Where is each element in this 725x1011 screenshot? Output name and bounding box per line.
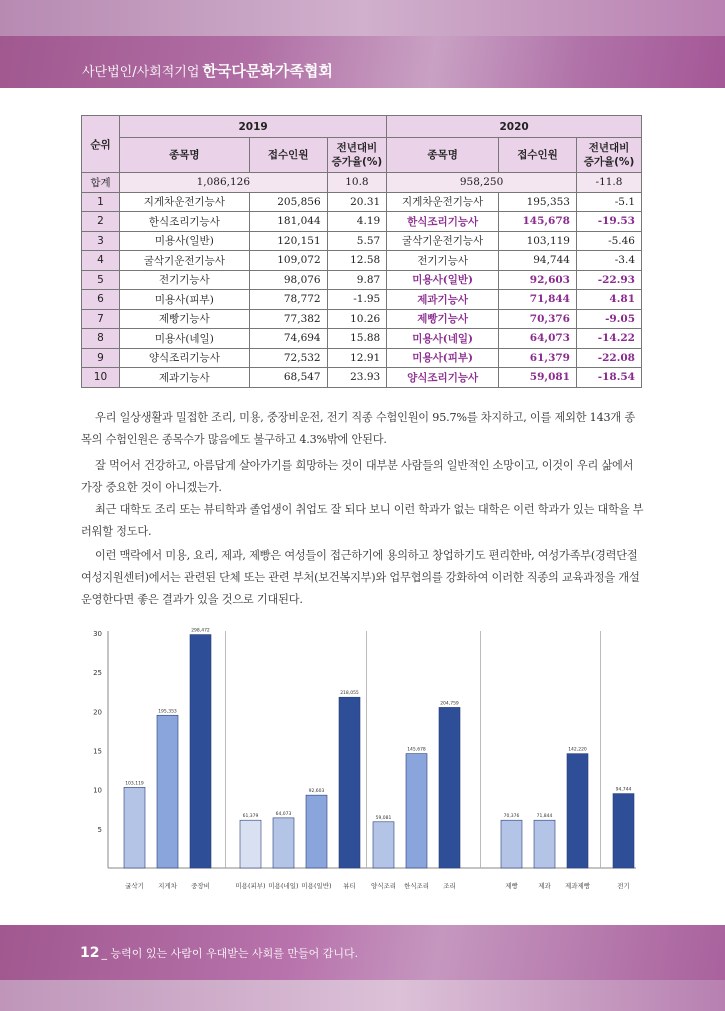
table-row: [82, 290, 642, 310]
rank-cell: 10: [82, 368, 120, 388]
table-row: [82, 212, 642, 232]
change-2020-cell: -19.53: [576, 212, 641, 232]
rank-cell: 7: [82, 309, 120, 329]
table-row: [82, 309, 642, 329]
count-2019-cell: 109,072: [249, 251, 327, 271]
bar: [501, 820, 522, 868]
table-row: [82, 192, 642, 212]
bar: [406, 754, 427, 868]
count-2020-cell: 61,379: [499, 348, 577, 368]
table-row: [82, 348, 642, 368]
change-2019-cell: 20.31: [327, 192, 387, 212]
year-2019-header: 2019: [119, 116, 386, 138]
x-tick-label: 굴삭기: [125, 882, 144, 890]
x-tick-label: 미용(일반): [301, 882, 332, 890]
total-change-2020: -11.8: [576, 173, 641, 193]
bar: [157, 715, 178, 868]
certification-ranking-table: [81, 115, 642, 388]
col-change-2020: 전년대비 증가율(%): [576, 138, 641, 173]
x-tick-label: 지게차: [158, 882, 177, 890]
header-org-prefix: 사단법인/사회적기업: [82, 65, 200, 80]
name-2020-cell: 제과기능사: [387, 290, 499, 310]
bar: [273, 818, 294, 868]
name-2020-cell: 제빵기능사: [387, 309, 499, 329]
rank-cell: 3: [82, 231, 120, 251]
name-2019-cell: 제빵기능사: [119, 309, 249, 329]
rank-cell: 1: [82, 192, 120, 212]
col-name-2020: 종목명: [387, 138, 499, 173]
change-2020-cell: -3.4: [576, 251, 641, 271]
y-tick-label: 25: [93, 669, 102, 678]
x-tick-label: 뷰티: [343, 882, 356, 890]
y-tick-label: 5: [97, 825, 102, 834]
y-tick-label: 10: [93, 786, 102, 795]
x-tick-label: 중장비: [191, 882, 210, 890]
header-title: [82, 60, 333, 81]
change-2019-cell: 12.58: [327, 251, 387, 271]
change-2019-cell: 9.87: [327, 270, 387, 290]
name-2020-cell: 양식조리기능사: [387, 368, 499, 388]
footer-line: [80, 945, 358, 961]
table-row: [82, 270, 642, 290]
name-2020-cell: 한식조리기능사: [387, 212, 499, 232]
bar-value-label: 70,376: [503, 814, 520, 820]
bar-value-label: 94,744: [615, 787, 632, 793]
change-2020-cell: -22.08: [576, 348, 641, 368]
total-count-2019: 1,086,126: [119, 173, 327, 193]
bar: [567, 754, 588, 868]
change-2019-cell: 12.91: [327, 348, 387, 368]
total-count-2020: 958,250: [387, 173, 577, 193]
rank-header: 순위: [82, 116, 120, 173]
bar-value-label: 142,220: [568, 747, 587, 753]
change-2019-cell: -1.95: [327, 290, 387, 310]
bar-value-label: 64,073: [275, 811, 292, 817]
name-2019-cell: 굴삭기운전기능사: [119, 251, 249, 271]
name-2019-cell: 미용사(네일): [119, 329, 249, 349]
paragraph-4: 이런 맥락에서 미용, 요리, 제과, 제빵은 여성들이 접근하기에 용의하고 창업하기도 편리한바, 여성가족부(경력단절여성지원센터)에서는 관련된 단체 또는 관련 부처(보건복지부)와 업무협의를 강화하여 이러한 직종의 교육과정을 개설 운영한다면 좋은 결과가 있을 것으로 기대된다.: [81, 549, 640, 606]
count-2020-cell: 64,073: [499, 329, 577, 349]
change-2020-cell: -9.05: [576, 309, 641, 329]
bar: [240, 820, 261, 868]
count-2019-cell: 72,532: [249, 348, 327, 368]
bar-value-label: 59,081: [375, 815, 392, 821]
table-row: [82, 368, 642, 388]
name-2020-cell: 지게차운전기능사: [387, 192, 499, 212]
table-row: [82, 329, 642, 349]
name-2019-cell: 미용사(피부): [119, 290, 249, 310]
rank-cell: 9: [82, 348, 120, 368]
table-row: [82, 231, 642, 251]
count-2019-cell: 68,547: [249, 368, 327, 388]
plot-area: [93, 628, 636, 890]
bar-value-label: 92,603: [308, 789, 325, 795]
x-tick-label: 제빵: [505, 882, 518, 890]
x-tick-label: 제과: [538, 882, 551, 890]
count-2019-cell: 78,772: [249, 290, 327, 310]
count-2019-cell: 77,382: [249, 309, 327, 329]
count-2020-cell: 70,376: [499, 309, 577, 329]
name-2019-cell: 한식조리기능사: [119, 212, 249, 232]
y-tick-label: 30: [93, 630, 102, 638]
bar: [613, 794, 634, 868]
count-2019-cell: 181,044: [249, 212, 327, 232]
x-tick-label: 양식조리: [370, 882, 397, 890]
count-2019-cell: 74,694: [249, 329, 327, 349]
change-2020-cell: 4.81: [576, 290, 641, 310]
table-row: [82, 251, 642, 271]
rank-cell: 5: [82, 270, 120, 290]
bar-value-label: 61,379: [242, 814, 259, 820]
count-2020-cell: 145,678: [499, 212, 577, 232]
bar-value-label: 71,844: [536, 814, 553, 820]
x-tick-label: 조리: [443, 882, 456, 890]
x-tick-label: 제과제빵: [564, 882, 591, 890]
paragraph-3: 최근 대학도 조리 또는 뷰티학과 졸업생이 취업도 잘 되다 보니 이런 학과가 없는 대학은 이런 학과가 있는 대학을 부러워할 정도다.: [81, 503, 644, 538]
bar: [190, 635, 211, 868]
count-2019-cell: 205,856: [249, 192, 327, 212]
name-2019-cell: 미용사(일반): [119, 231, 249, 251]
total-change-2019: 10.8: [327, 173, 387, 193]
bar-value-label: 204,759: [440, 701, 459, 707]
count-2020-cell: 94,744: [499, 251, 577, 271]
year-2020-header: 2020: [387, 116, 642, 138]
change-2020-cell: -22.93: [576, 270, 641, 290]
name-2020-cell: 전기기능사: [387, 251, 499, 271]
x-tick-label: 미용(네일): [268, 882, 299, 890]
rank-cell: 6: [82, 290, 120, 310]
name-2019-cell: 제과기능사: [119, 368, 249, 388]
change-2020-cell: -18.54: [576, 368, 641, 388]
page-number: 12: [80, 945, 100, 961]
change-2020-cell: -5.46: [576, 231, 641, 251]
name-2020-cell: 미용사(피부): [387, 348, 499, 368]
bar-value-label: 145,678: [407, 747, 426, 753]
col-change-2019: 전년대비 증가율(%): [327, 138, 387, 173]
count-2020-cell: 195,353: [499, 192, 577, 212]
bar: [124, 787, 145, 868]
bar: [339, 697, 360, 868]
y-tick-label: 20: [93, 708, 102, 717]
name-2020-cell: 미용사(네일): [387, 329, 499, 349]
bar-value-label: 298,472: [191, 628, 210, 634]
col-count-2020: 접수인원: [499, 138, 577, 173]
count-2020-cell: 103,119: [499, 231, 577, 251]
y-tick-label: 15: [93, 747, 102, 756]
footer-band: [0, 980, 725, 1011]
total-label: 합계: [82, 173, 120, 193]
x-tick-label: 미용(피부): [235, 882, 266, 890]
bar: [373, 822, 394, 868]
name-2019-cell: 양식조리기능사: [119, 348, 249, 368]
header-org-name: 한국다문화가족협회: [202, 62, 333, 80]
change-2019-cell: 10.26: [327, 309, 387, 329]
name-2019-cell: 지게차운전기능사: [119, 192, 249, 212]
col-name-2019: 종목명: [119, 138, 249, 173]
footer-slogan: _ 능력이 있는 사람이 우대받는 사회를 만들어 갑니다.: [101, 947, 359, 960]
count-2020-cell: 59,081: [499, 368, 577, 388]
total-row: [82, 173, 642, 193]
rank-cell: 8: [82, 329, 120, 349]
bar: [534, 820, 555, 868]
name-2019-cell: 전기기능사: [119, 270, 249, 290]
x-tick-label: 한식조리: [403, 882, 430, 890]
change-2019-cell: 5.57: [327, 231, 387, 251]
change-2019-cell: 4.19: [327, 212, 387, 232]
bar-value-label: 195,353: [158, 709, 177, 715]
change-2020-cell: -5.1: [576, 192, 641, 212]
bar-value-label: 218,055: [340, 691, 359, 697]
bar: [439, 707, 460, 868]
change-2019-cell: 15.88: [327, 329, 387, 349]
count-2020-cell: 92,603: [499, 270, 577, 290]
count-2019-cell: 98,076: [249, 270, 327, 290]
col-count-2019: 접수인원: [249, 138, 327, 173]
change-2019-cell: 23.93: [327, 368, 387, 388]
x-tick-label: 전기: [617, 882, 630, 890]
bar: [306, 795, 327, 868]
header-band: [0, 0, 725, 36]
change-2020-cell: -14.22: [576, 329, 641, 349]
page-footer: [0, 925, 725, 1011]
applicants-bar-chart: [86, 623, 646, 903]
rank-cell: 4: [82, 251, 120, 271]
paragraph-1: 우리 일상생활과 밀접한 조리, 미용, 중장비운전, 전기 직종 수험인원이 95.7%를 차지하고, 이를 제외한 143개 종목의 수험인원은 종목수가 많음에도 불구하고 4.3%밖에 안된다.: [81, 411, 635, 446]
name-2020-cell: 미용사(일반): [387, 270, 499, 290]
count-2019-cell: 120,151: [249, 231, 327, 251]
count-2020-cell: 71,844: [499, 290, 577, 310]
rank-cell: 2: [82, 212, 120, 232]
bar-value-label: 103,119: [125, 781, 144, 787]
paragraph-2: 잘 먹어서 건강하고, 아름답게 살아가기를 희망하는 것이 대부분 사람들의 일반적인 소망이고, 이것이 우리 삶에서 가장 중요한 것이 아니겠는가.: [81, 459, 634, 494]
name-2020-cell: 굴삭기운전기능사: [387, 231, 499, 251]
